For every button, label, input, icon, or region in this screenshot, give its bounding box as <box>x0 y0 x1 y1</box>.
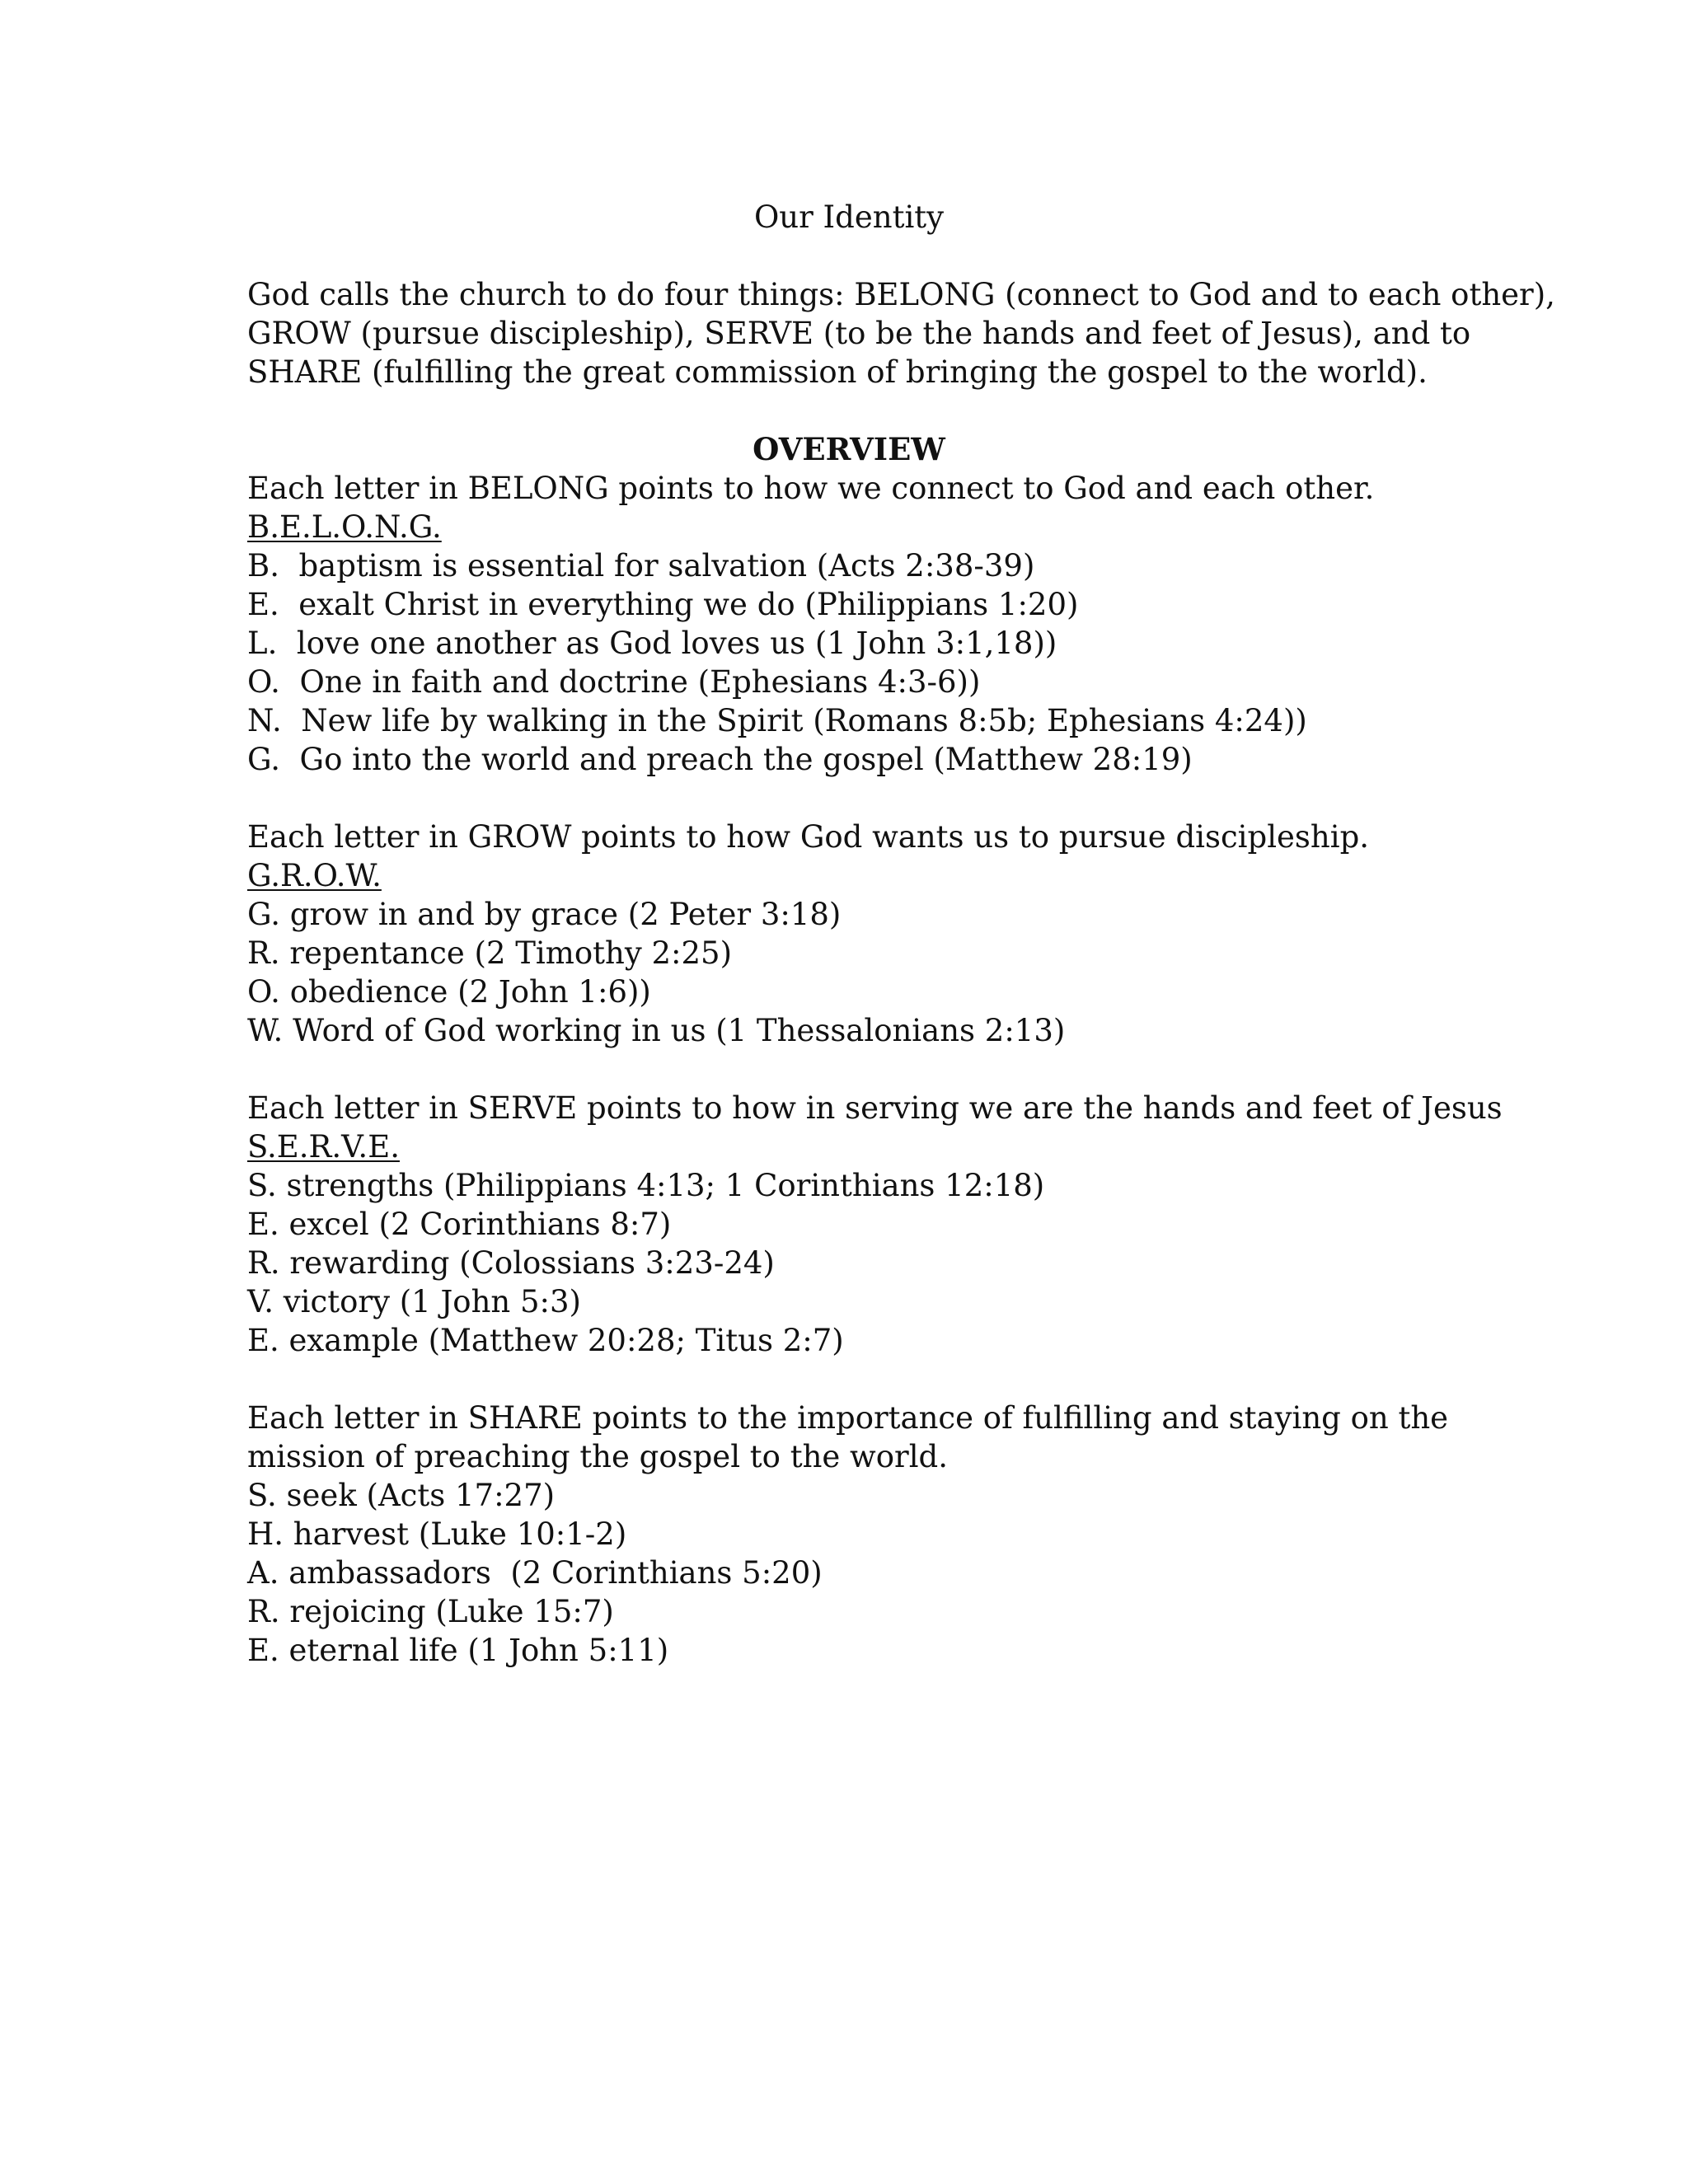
list-item: G. grow in and by grace (2 Peter 3:18) <box>247 897 842 932</box>
section-grow <box>247 818 1451 1050</box>
list-item: E. exalt Christ in everything we do (Philippians 1:20) <box>247 587 1079 622</box>
list-item: R. repentance (2 Timothy 2:25) <box>247 935 733 971</box>
document-page <box>247 198 1555 1708</box>
section-belong <box>247 469 1451 779</box>
section-serve <box>247 1089 1503 1360</box>
intro-line: SHARE (fulfilling the great commission of bringing the gospel to the world). <box>247 354 1428 390</box>
section-intro: Each letter in BELONG points to how we connect to God and each other. <box>247 471 1375 506</box>
list-item: R. rejoicing (Luke 15:7) <box>247 1594 614 1629</box>
list-item: W. Word of God working in us (1 Thessalonians 2:13) <box>247 1013 1066 1048</box>
section-intro: Each letter in SERVE points to how in serving we are the hands and feet of Jesus <box>247 1090 1503 1126</box>
list-item: S. seek (Acts 17:27) <box>247 1478 556 1513</box>
list-item: E. example (Matthew 20:28; Titus 2:7) <box>247 1323 844 1358</box>
list-item: H. harvest (Luke 10:1-2) <box>247 1516 627 1552</box>
section-acronym: G.R.O.W. <box>247 858 382 893</box>
list-item: V. victory (1 John 5:3) <box>247 1284 581 1319</box>
overview-heading: OVERVIEW <box>753 431 945 467</box>
list-item: S. strengths (Philippians 4:13; 1 Corinthians 12:18) <box>247 1168 1045 1203</box>
document-title: Our Identity <box>753 199 945 235</box>
list-item: L. love one another as God loves us (1 John 3:1,18)) <box>247 626 1057 661</box>
intro-line: God calls the church to do four things: BELONG (connect to God and to each other), <box>247 277 1555 312</box>
list-item: A. ambassadors (2 Corinthians 5:20) <box>247 1555 823 1591</box>
section-intro: mission of preaching the gospel to the world. <box>247 1439 948 1474</box>
list-item: R. rewarding (Colossians 3:23-24) <box>247 1245 775 1281</box>
intro-paragraph <box>247 275 1555 391</box>
section-intro: Each letter in GROW points to how God wants us to pursue discipleship. <box>247 819 1370 855</box>
list-item: O. obedience (2 John 1:6)) <box>247 974 651 1010</box>
section-share <box>247 1399 1451 1670</box>
list-item: G. Go into the world and preach the gospel (Matthew 28:19) <box>247 742 1193 777</box>
list-item: E. excel (2 Corinthians 8:7) <box>247 1207 672 1242</box>
section-acronym: B.E.L.O.N.G. <box>247 509 442 545</box>
list-item: N. New life by walking in the Spirit (Romans 8:5b; Ephesians 4:24)) <box>247 703 1307 738</box>
list-item: B. baptism is essential for salvation (Acts 2:38-39) <box>247 548 1035 583</box>
section-acronym: S.E.R.V.E. <box>247 1129 400 1165</box>
list-item: E. eternal life (1 John 5:11) <box>247 1633 669 1668</box>
list-item: O. One in faith and doctrine (Ephesians 4:3-6)) <box>247 664 981 700</box>
section-intro: Each letter in SHARE points to the importance of fulfilling and staying on the <box>247 1400 1449 1436</box>
intro-line: GROW (pursue discipleship), SERVE (to be the hands and feet of Jesus), and to <box>247 316 1471 351</box>
